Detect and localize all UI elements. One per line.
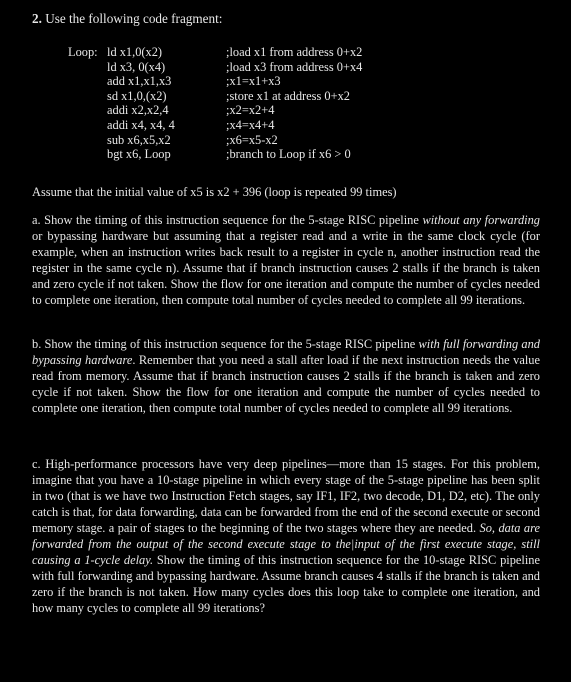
part-c-text-continued: Show the timing of this instruction sequence for the 10-stage RISC pipeline with full forwarding and bypassing hardware. Assume branch causes 4 stalls if the branch is taken and zero if the branch is not taken. How many cycles does this loop take to complete one iteration, and how many cycles to complete all 99 iterations? [32,553,540,615]
part-a-emphasis: without any forwarding [422,213,540,227]
part-a-text: a. Show the timing of this instruction sequence for the 5-stage RISC pipeline [32,213,423,227]
question-intro: Use the following code fragment: [45,11,223,26]
code-instruction: addi x4, x4, 4 [107,117,175,132]
assumption-text: Assume that the initial value of x5 is x2 + 396 (loop is repeated 99 times) [32,185,397,199]
code-instruction: add x1,x1,x3 [107,74,172,89]
part-c-text: c. High-performance processors have very deep pipelines—more than 15 stages. For this problem, imagine that you have a 10-stage pipeline in which every stage of the 5-stage pipeline has been split in two (that is we have two Instruction Fetch stages, say IF1, IF2, two decode, D1, D2, etc). The only catch is that, for data forwarding, data can be forwarded from the end of the second execute or second memory stage. a pair of stages to the beginning of the two stages where they are needed. [32,457,540,535]
question-heading: 2. Use the following code fragment: [32,11,223,26]
code-instruction: addi x2,x2,4 [107,103,169,118]
part-a-paragraph [32,212,540,308]
code-comment: ;x6=x5-x2 [226,132,278,147]
code-instruction: ld x3, 0(x4) [107,59,166,74]
loop-label: Loop: [68,45,98,59]
part-b-emphasis: with full forwarding and bypassing hardware [32,337,540,367]
code-comment: ;store x1 at address 0+x2 [226,88,350,103]
part-b-text: b. Show the timing of this instruction sequence for the 5-stage RISC pipeline [32,337,419,351]
part-c-emphasis: So, data are forwarded from the output of the second execute stage to the|input of the first execute stage, still causing a 1-cycle delay. [32,521,540,567]
code-instruction: sd x1,0,(x2) [107,88,167,103]
code-comment: ;load x3 from address 0+x4 [226,59,363,74]
part-a-text-continued: or bypassing hardware but assuming that a register read and a write in the same clock cycle (for example, when an instruction writes back result to a register in cycle n, another instruction read the register in the same cycle n). Assume that if branch instruction causes 2 stalls if the branch is taken and zero cycle if not taken. Show the flow for one iteration and compute the number of cycles needed to complete one iteration, then compute total number of cycles needed to complete all 99 iterations. [32,229,540,307]
code-instruction: bgt x6, Loop [107,147,171,162]
code-comment: ;x2=x2+4 [226,103,275,118]
code-comment: ;x4=x4+4 [226,117,275,132]
code-comment: ;branch to Loop if x6 > 0 [226,147,351,162]
part-b-text-continued: . Remember that you need a stall after load if the next instruction needs the value read from memory. Assume that if branch instruction causes 2 stalls if the branch is taken and zero cycle if not taken. Show the flow for one iteration and compute the number of cycles needed to complete one iteration, then compute total number of cycles needed to complete all 99 iterations. [32,353,541,415]
code-comment: ;load x1 from address 0+x2 [226,45,363,59]
question-number: 2 [32,11,39,26]
part-c-paragraph [32,456,540,616]
part-b-paragraph [32,336,540,416]
code-comment: ;x1=x1+x3 [226,74,281,89]
code-instruction: sub x6,x5,x2 [107,132,171,147]
code-instruction: ld x1,0(x2) [107,45,163,59]
